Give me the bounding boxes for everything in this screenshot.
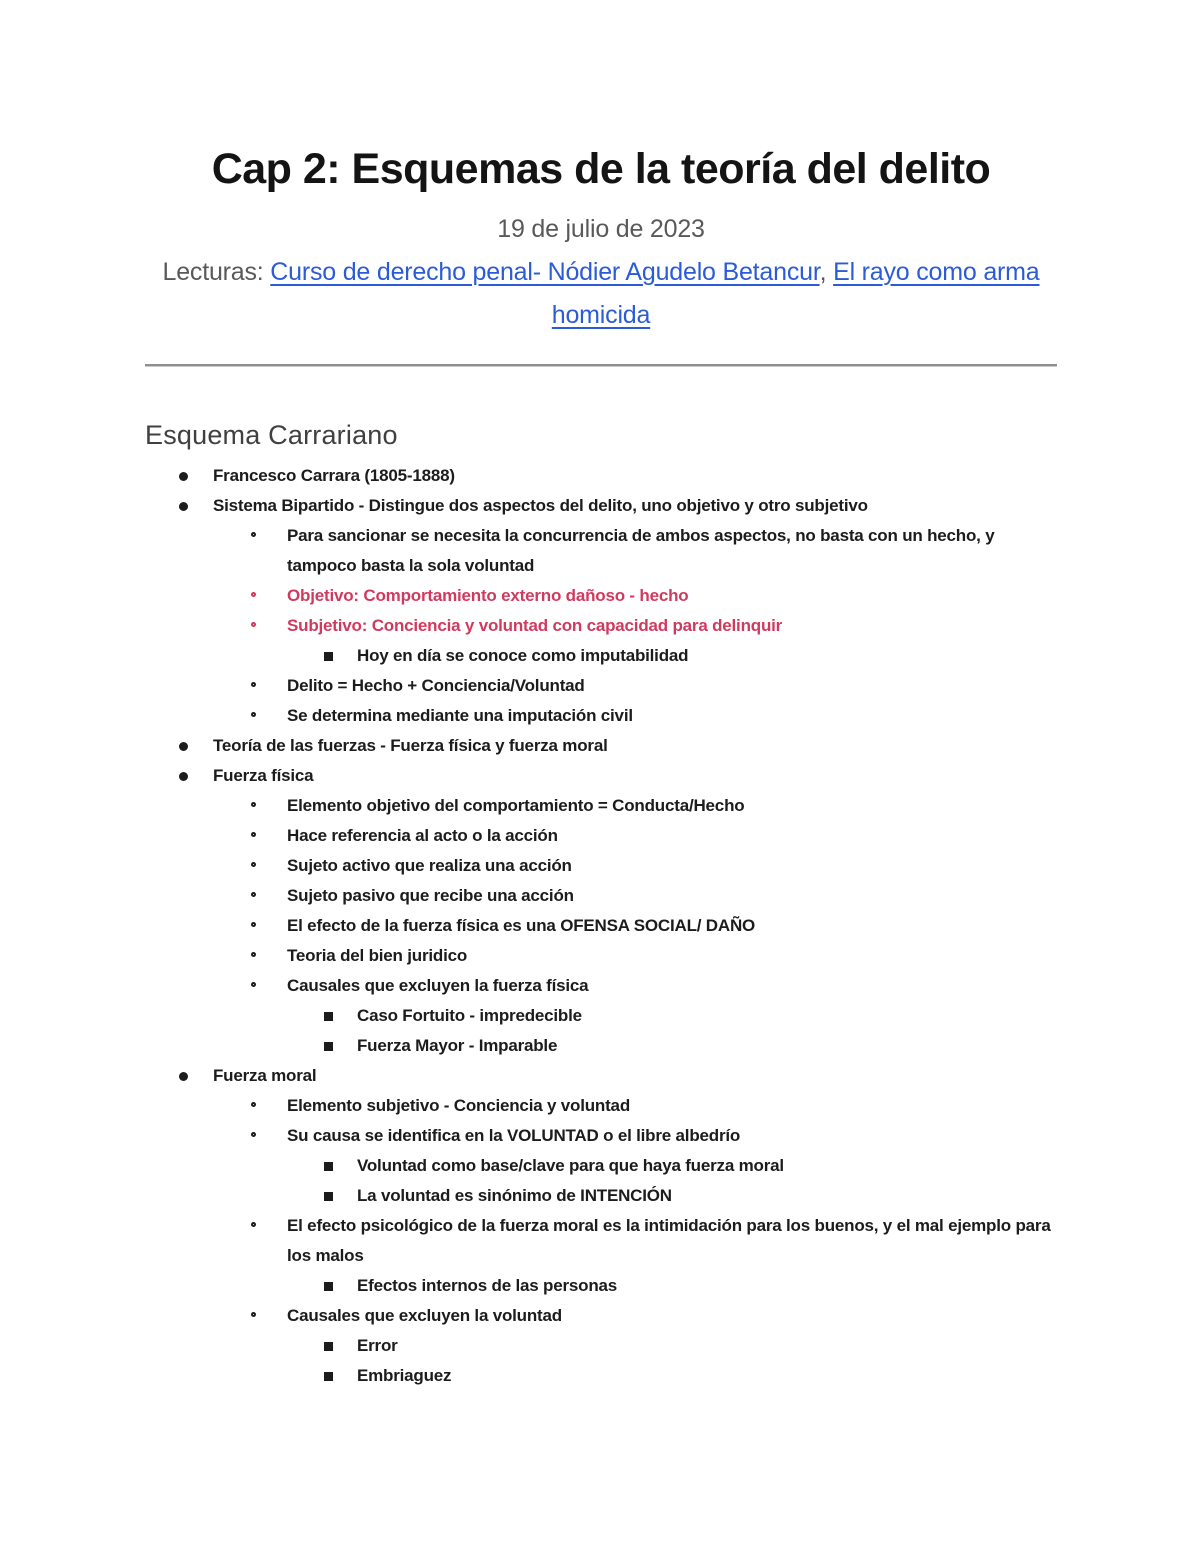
circle-bullet-icon <box>251 892 256 897</box>
list-item <box>145 1331 1057 1361</box>
list-item-text: Causales que excluyen la fuerza física <box>287 975 589 995</box>
list-item-text: La voluntad es sinónimo de INTENCIÓN <box>357 1185 672 1205</box>
list-item-text: Embriaguez <box>357 1365 452 1385</box>
square-bullet-icon <box>324 1162 333 1171</box>
disc-bullet-icon <box>179 1072 188 1081</box>
list-item-label: Objetivo: <box>287 585 359 605</box>
circle-bullet-icon <box>251 1222 256 1227</box>
disc-bullet-icon <box>179 472 188 481</box>
list-item <box>145 1271 1057 1301</box>
list-item <box>145 851 1057 881</box>
list-item <box>145 671 1057 701</box>
lecturas-line <box>145 251 1057 337</box>
square-bullet-icon <box>324 652 333 661</box>
list-item-text: Teoria del bien juridico <box>287 945 468 965</box>
list-item <box>145 701 1057 731</box>
list-item-text: Su causa se identifica en la VOLUNTAD o el libre albedrío <box>287 1125 741 1145</box>
list-item <box>145 1121 1057 1151</box>
list-item <box>145 611 1057 641</box>
circle-bullet-icon <box>251 622 256 627</box>
list-item-text: Elemento subjetivo - Conciencia y voluntad <box>287 1095 630 1115</box>
list-item <box>145 791 1057 821</box>
list-item <box>145 761 1057 791</box>
list-item-text: Teoría de las fuerzas - Fuerza física y fuerza moral <box>213 735 608 755</box>
list-item-text: Fuerza física <box>213 765 314 785</box>
list-item-text: Elemento objetivo del comportamiento = Conducta/Hecho <box>287 795 745 815</box>
list-item-text: Causales que excluyen la voluntad <box>287 1305 562 1325</box>
list-item-text: Voluntad como base/clave para que haya fuerza moral <box>357 1155 784 1175</box>
list-item <box>145 1091 1057 1121</box>
list-item <box>145 521 1057 581</box>
link-curso-de-derecho-penal[interactable]: Curso de derecho penal- Nódier Agudelo Betancur <box>270 257 820 286</box>
subtitle-block <box>145 208 1057 337</box>
circle-bullet-icon <box>251 1312 256 1317</box>
circle-bullet-icon <box>251 802 256 807</box>
list-item <box>145 821 1057 851</box>
list-item <box>145 1061 1057 1091</box>
list-item <box>145 881 1057 911</box>
document-date: 19 de julio de 2023 <box>497 214 705 243</box>
bullet-list <box>145 461 1057 1391</box>
list-item <box>145 1211 1057 1271</box>
list-item-text: Sujeto pasivo que recibe una acción <box>287 885 574 905</box>
list-item-text: Sistema Bipartido - Distingue dos aspectos del delito, uno objetivo y otro subjetivo <box>213 495 868 515</box>
circle-bullet-icon <box>251 592 256 597</box>
square-bullet-icon <box>324 1372 333 1381</box>
square-bullet-icon <box>324 1012 333 1021</box>
list-item-text: Se determina mediante una imputación civil <box>287 705 633 725</box>
list-item-text: El efecto de la fuerza física es una OFENSA SOCIAL/ DAÑO <box>287 915 756 935</box>
list-item-text: Para sancionar se necesita la concurrencia de ambos aspectos, no basta con un hecho, y tampoco basta la sola voluntad <box>287 525 995 575</box>
list-item-text: Caso Fortuito - impredecible <box>357 1005 582 1025</box>
list-item-text: Francesco Carrara (1805-1888) <box>213 465 455 485</box>
list-item <box>145 641 1057 671</box>
circle-bullet-icon <box>251 922 256 927</box>
list-item <box>145 941 1057 971</box>
list-item <box>145 581 1057 611</box>
circle-bullet-icon <box>251 982 256 987</box>
list-item-label: Subjetivo: <box>287 615 368 635</box>
circle-bullet-icon <box>251 832 256 837</box>
list-item <box>145 491 1057 521</box>
section-heading: Esquema Carrariano <box>145 419 398 450</box>
list-item <box>145 1301 1057 1331</box>
list-item <box>145 1181 1057 1211</box>
disc-bullet-icon <box>179 772 188 781</box>
list-item-text: Hace referencia al acto o la acción <box>287 825 558 845</box>
page-title: Cap 2: Esquemas de la teoría del delito <box>211 145 991 193</box>
link-el-rayo-como-arma-homicida[interactable]: El rayo como arma homicida <box>551 257 1040 329</box>
circle-bullet-icon <box>251 1132 256 1137</box>
list-item-text: Hoy en día se conoce como imputabilidad <box>357 645 689 665</box>
list-item-text: Efectos internos de las personas <box>357 1275 618 1295</box>
links-separator: , <box>819 257 834 286</box>
list-item <box>145 911 1057 941</box>
list-item-text: Conciencia y voluntad con capacidad para delinquir <box>367 615 783 635</box>
list-item-text: El efecto psicológico de la fuerza moral es la intimidación para los buenos, y el mal ejemplo para los malos <box>287 1215 1051 1265</box>
list-item-text: Error <box>357 1335 398 1355</box>
circle-bullet-icon <box>251 952 256 957</box>
square-bullet-icon <box>324 1042 333 1051</box>
disc-bullet-icon <box>179 502 188 511</box>
section-divider <box>145 364 1057 367</box>
list-item <box>145 731 1057 761</box>
square-bullet-icon <box>324 1192 333 1201</box>
list-item <box>145 1001 1057 1031</box>
lecturas-label: Lecturas: <box>162 257 271 286</box>
list-item-text: Fuerza Mayor - Imparable <box>357 1035 558 1055</box>
disc-bullet-icon <box>179 742 188 751</box>
circle-bullet-icon <box>251 712 256 717</box>
circle-bullet-icon <box>251 1102 256 1107</box>
list-item <box>145 1361 1057 1391</box>
list-item <box>145 1031 1057 1061</box>
list-item-text: Fuerza moral <box>213 1065 317 1085</box>
circle-bullet-icon <box>251 682 256 687</box>
square-bullet-icon <box>324 1282 333 1291</box>
list-item <box>145 971 1057 1001</box>
list-item <box>145 1151 1057 1181</box>
list-item <box>145 461 1057 491</box>
circle-bullet-icon <box>251 862 256 867</box>
circle-bullet-icon <box>251 532 256 537</box>
list-item-text: Sujeto activo que realiza una acción <box>287 855 572 875</box>
list-item-text: Comportamiento externo dañoso - hecho <box>358 585 689 605</box>
square-bullet-icon <box>324 1342 333 1351</box>
list-item-text: Delito = Hecho + Conciencia/Voluntad <box>287 675 585 695</box>
